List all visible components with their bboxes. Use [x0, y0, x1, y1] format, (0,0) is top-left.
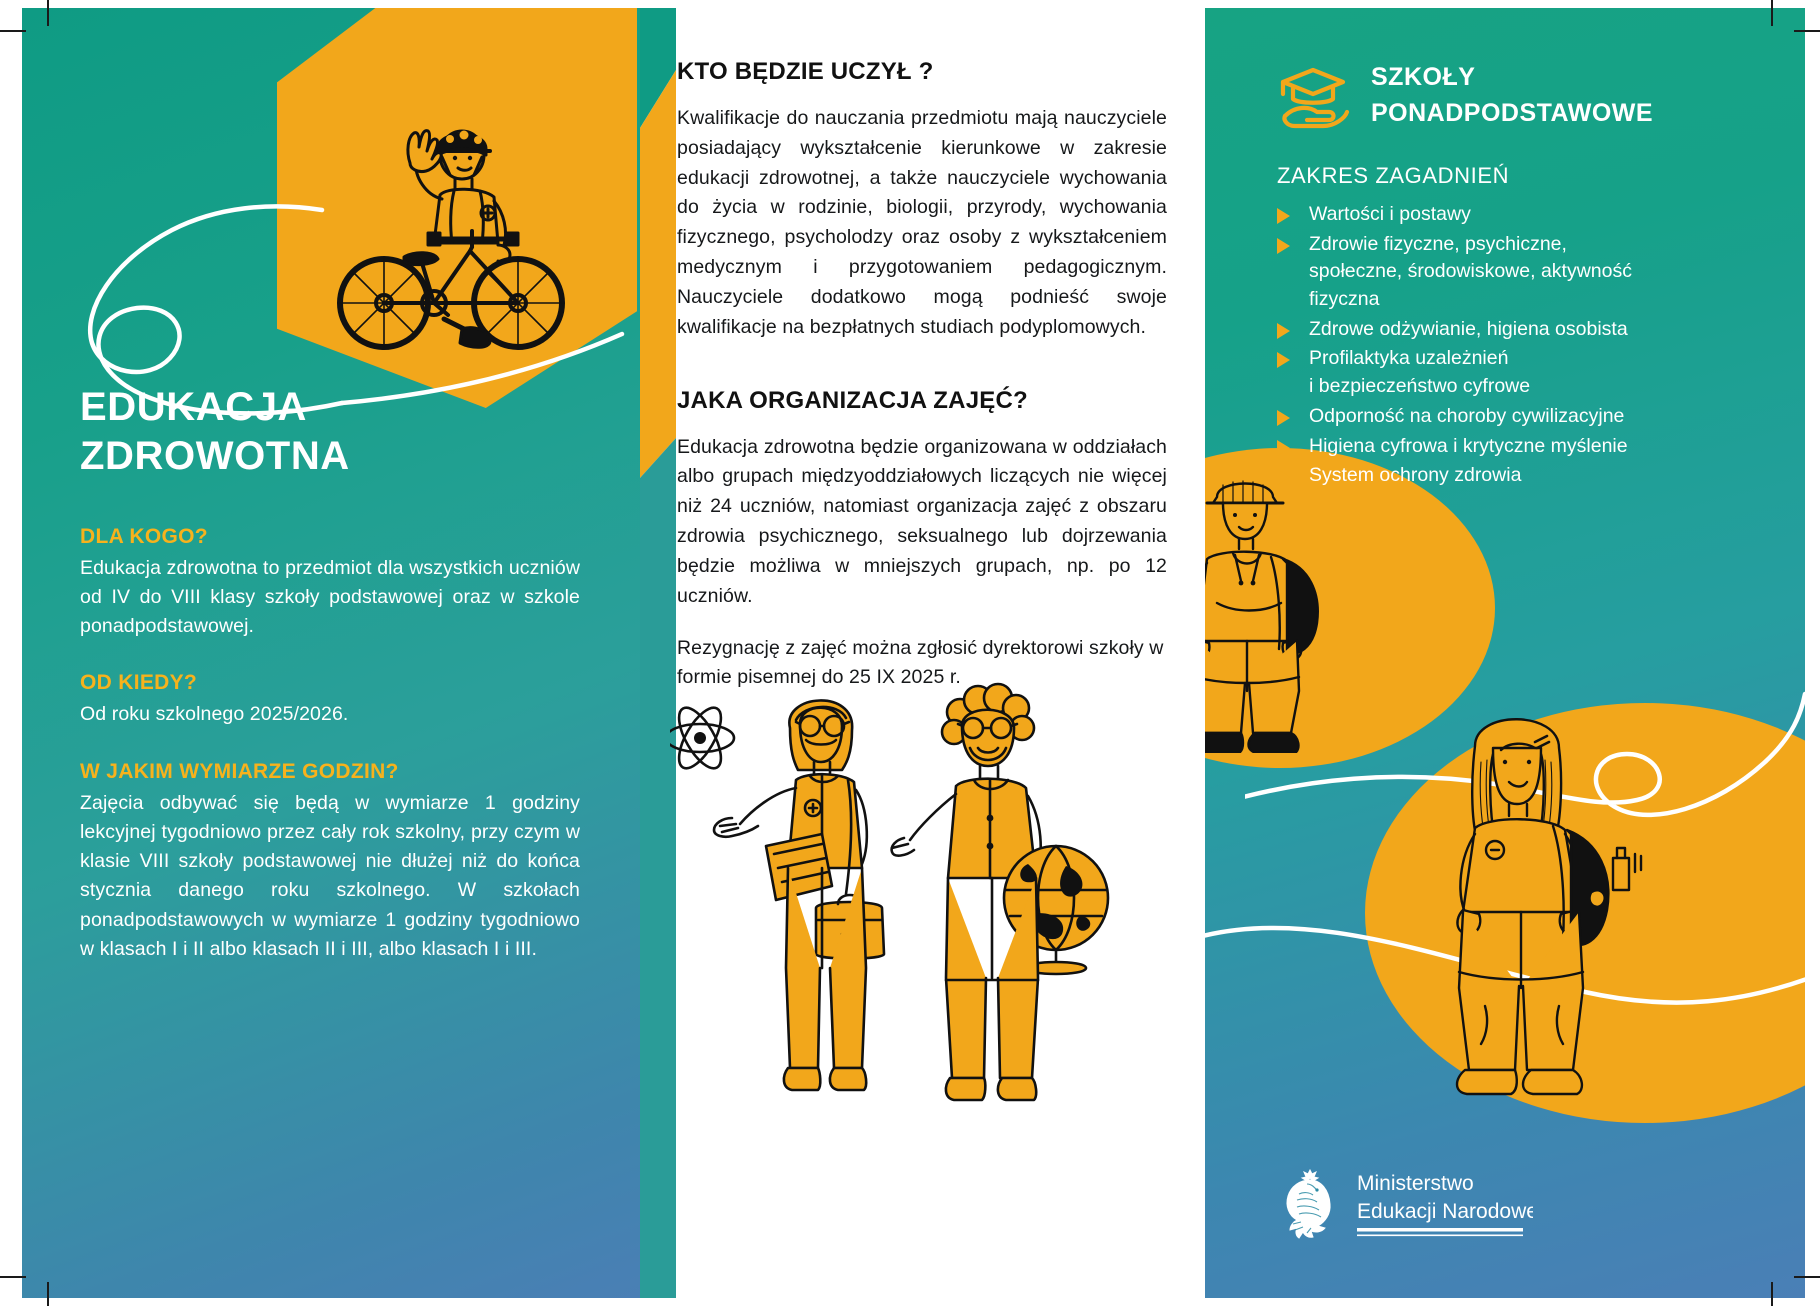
- list-item: [1277, 231, 1767, 314]
- body-kto-bedzie-uczyl: Kwalifikacje do nauczania przedmiotu mają nauczyciele posiadający wykształcenie kierunkowe w zakresie edukacji zdrowotnej, a także nauczyciele wychowania do życia w rodzinie, biologii, przyrody, wychowania fizycznego, psycholodzy oraz osoby z wykształceniem medycznym i przygotowaniem pedagogicznym. Nauczyciele dodatkowo mogą podnieść swoje kwalifikacje na bezpłatnych studiach podyplomowych.: [677, 107, 1167, 338]
- crop-mark-top-left-v: [47, 0, 49, 26]
- boy-on-bicycle-illustration: [322, 103, 572, 363]
- list-item: [1277, 433, 1767, 461]
- crop-mark-top-right-v: [1771, 0, 1773, 26]
- panel-right: [1205, 8, 1805, 1298]
- list-item: [1277, 316, 1767, 344]
- crop-mark-bottom-left-h: [0, 1276, 26, 1278]
- left-text-block: [80, 383, 580, 964]
- triangle-bullet-icon: [1277, 238, 1290, 254]
- crop-mark-bottom-right-v: [1771, 1282, 1773, 1306]
- section-body-od-kiedy: Od roku szkolnego 2025/2026.: [80, 703, 349, 726]
- triangle-bullet-icon: [1277, 469, 1290, 485]
- crop-mark-top-right-h: [1794, 30, 1820, 32]
- polish-eagle-emblem: [1287, 1170, 1330, 1238]
- list-item-line1: Wartości i postawy: [1309, 203, 1471, 225]
- graduation-cap-in-hand-icon: [1277, 64, 1351, 130]
- ministry-logo: [1273, 1160, 1533, 1252]
- right-panel-title: [1371, 60, 1653, 131]
- list-item-line3: fizyczna: [1309, 288, 1380, 311]
- triangle-bullet-icon: [1277, 410, 1290, 426]
- section-heading-od-kiedy: OD KIEDY?: [80, 671, 198, 695]
- list-item: [1277, 345, 1767, 400]
- right-title-line1: SZKOŁY: [1371, 63, 1476, 91]
- right-panel-header: [1277, 60, 1797, 131]
- section-body-dla-kogo: Edukacja zdrowotna to przedmiot dla wszystkich uczniów od IV do VIII klasy szkoły podstawowej oraz w szkole ponadpodstawowej.: [80, 556, 580, 638]
- panel-middle: [640, 8, 1205, 1298]
- page-title: [80, 383, 580, 481]
- list-item-line1: Higiena cyfrowa i krytyczne myślenie: [1309, 434, 1628, 457]
- list-item-line1: Profilaktyka uzależnień: [1309, 347, 1509, 370]
- list-item-line2: i bezpieczeństwo cyfrowe: [1309, 375, 1531, 398]
- list-item-line1: System ochrony zdrowia: [1309, 464, 1522, 487]
- list-item-line1: Zdrowe odżywianie, higiena osobista: [1309, 317, 1628, 340]
- section-heading-dla-kogo: DLA KOGO?: [80, 524, 208, 548]
- list-item: [1277, 462, 1767, 490]
- ministry-name-line1: Ministerstwo: [1357, 1172, 1474, 1195]
- right-title-line2: PONADPODSTAWOWE: [1371, 98, 1654, 127]
- triangle-bullet-icon: [1277, 208, 1290, 224]
- heading-jaka-organizacja: JAKA ORGANIZACJA ZAJĘĆ?: [677, 386, 1028, 414]
- triangle-bullet-icon: [1277, 352, 1290, 368]
- ministry-name-line2: Edukacji Narodowej: [1357, 1200, 1533, 1223]
- list-item-line2: społeczne, środowiskowe, aktywność: [1309, 260, 1632, 283]
- middle-text-block: [677, 58, 1167, 693]
- ministry-logo-svg: [1273, 1160, 1533, 1252]
- section-heading-wymiar-godzin: W JAKIM WYMIARZE GODZIN?: [80, 759, 399, 783]
- section-body-wymiar-godzin: Zajęcia odbywać się będą w wymiarze 1 godziny lekcyjnej tygodniowo przez cały rok szkolny, przy czym w klasie VIII szkoły podstawowej nie dłużej niż do końca stycznia danego roku szkolnego. W szkołach ponadpodstawowych w wymiarze 1 godziny tygodniowo w klasach I i II albo klasach II i III, albo klasach I i III.: [80, 791, 580, 960]
- page-title-line2: ZDROWOTNA: [80, 433, 350, 478]
- list-item: [1277, 403, 1767, 431]
- teen-girl-with-backpack-illustration: [1335, 698, 1755, 1098]
- triangle-bullet-icon: [1277, 440, 1290, 456]
- heading-kto-bedzie-uczyl: KTO BĘDZIE UCZYŁ ?: [677, 58, 934, 85]
- triangle-bullet-icon: [1277, 323, 1290, 339]
- body-rezygnacja: Rezygnację z zajęć można zgłosić dyrektorowi szkoły w formie pisemnej do 25 IX 2025 r.: [677, 636, 1164, 689]
- list-item: [1277, 201, 1767, 229]
- topics-list: [1277, 201, 1767, 492]
- two-teachers-illustration: [670, 668, 1180, 1128]
- list-item-line1: Odporność na choroby cywilizacyjne: [1309, 404, 1625, 427]
- body-jaka-organizacja: Edukacja zdrowotna będzie organizowana w oddziałach albo grupach międzyoddziałowych liczących nie więcej niż 24 uczniów, natomiast organizacja zajęć z obszaru zdrowia psychicznego, seksualnego lub dojrzewania będzie możliwa w mniejszych grupach, np. po 12 uczniów.: [677, 435, 1167, 607]
- list-item-line1: Zdrowie fizyczne, psychiczne,: [1309, 232, 1567, 255]
- panel-cover-left: [22, 8, 640, 1298]
- crop-mark-bottom-right-h: [1794, 1276, 1820, 1278]
- page-title-line1: EDUKACJA: [80, 385, 308, 429]
- crop-mark-top-left-h: [0, 30, 26, 32]
- crop-mark-bottom-left-v: [47, 1282, 49, 1306]
- right-panel-subtitle: ZAKRES ZAGADNIEŃ: [1277, 163, 1510, 188]
